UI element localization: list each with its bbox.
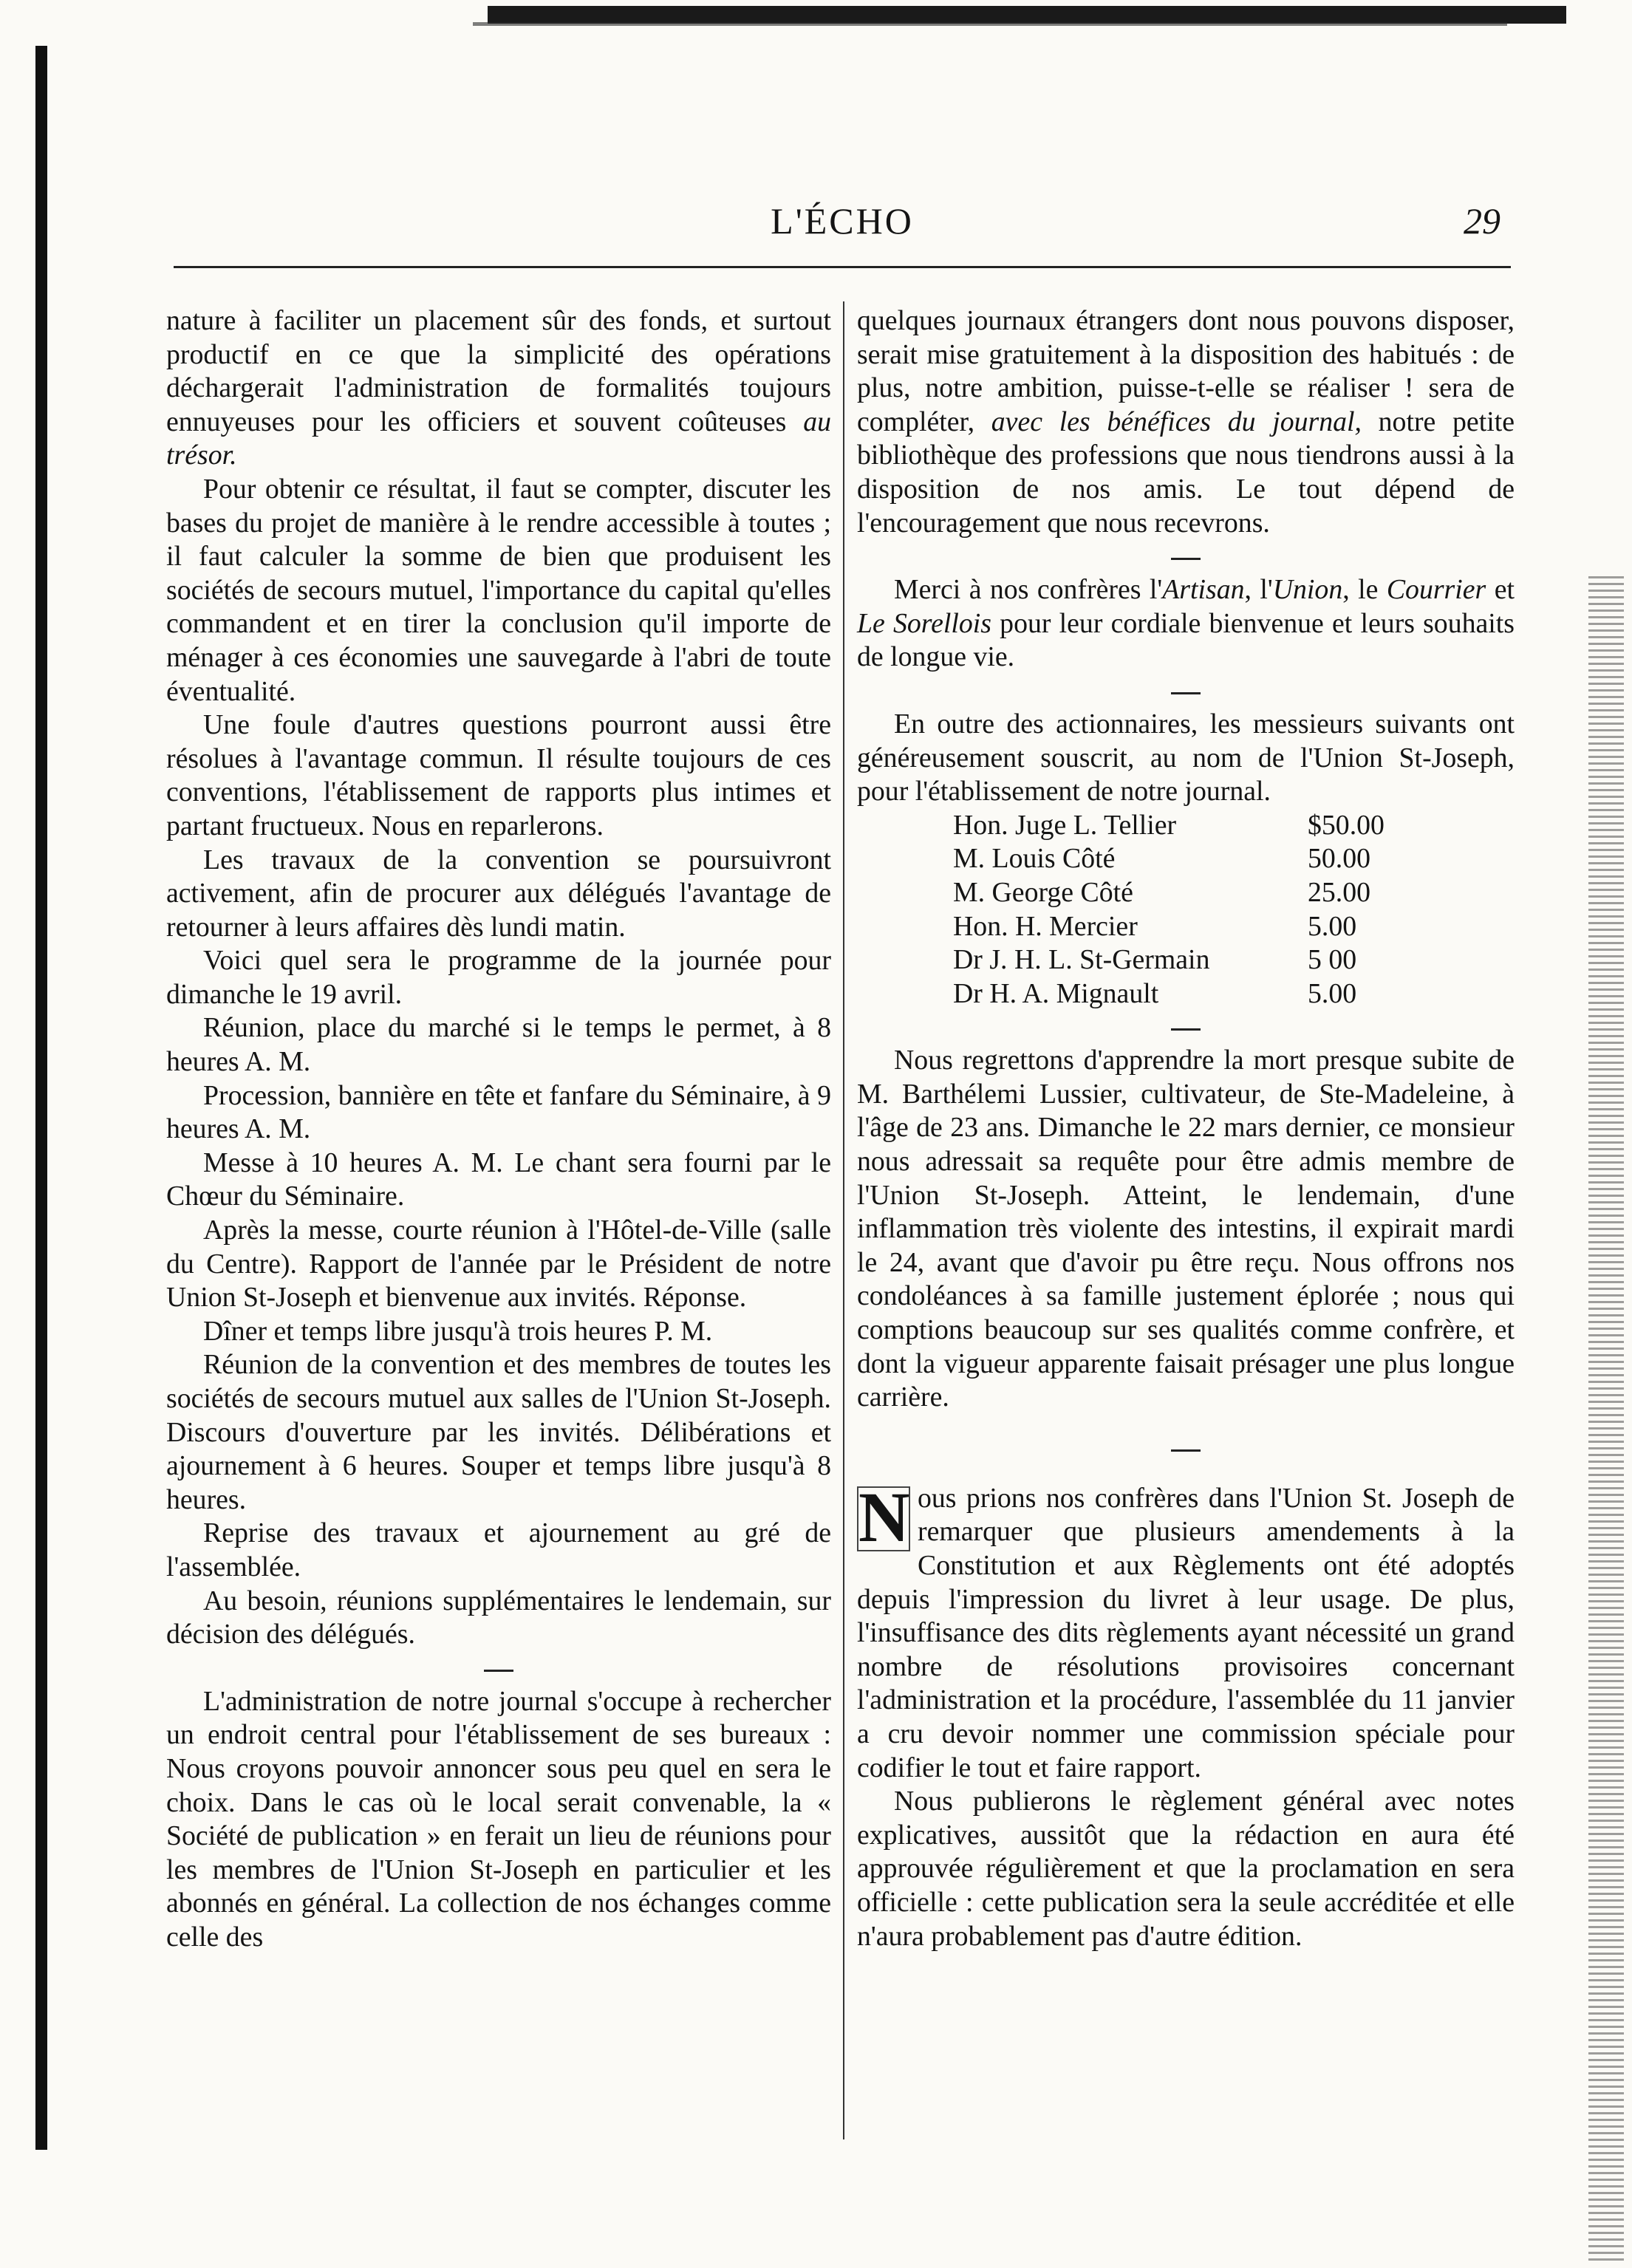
donor-name: M. Louis Côté bbox=[953, 843, 1116, 875]
paragraph: Au besoin, réunions supplémentaires le lendemain, sur décision des délégués. bbox=[166, 1585, 831, 1650]
paragraph-text: quelques journaux étrangers dont nous pouvons disposer, serait mise gratuitement à la disposition des habitués : de plus, notre ambition, puisse-t-elle se réaliser ! sera de compléter, bbox=[857, 305, 1515, 437]
paragraph: Pour obtenir ce résultat, il faut se compter, discuter les bases du projet de manière à le rendre accessible à toutes ; il faut calculer la somme de bien que produisent les sociétés de secours mutuel, l'importance du capital qu'elles commandent et en tirer la conclusion qu'il importe de ménager à ces économies une sauvegarde à l'abri de toute éventualité. bbox=[166, 473, 831, 707]
donor-row bbox=[953, 910, 1433, 944]
donor-amount: 25.00 bbox=[1308, 876, 1371, 908]
paragraph-text: et bbox=[1494, 574, 1515, 606]
column-divider bbox=[843, 301, 844, 2139]
italic-text: au trésor. bbox=[166, 406, 831, 471]
left-column bbox=[166, 304, 831, 1955]
drop-cap: N bbox=[858, 1477, 910, 1557]
donor-list bbox=[953, 809, 1433, 1011]
paragraph: Nous regrettons d'apprendre la mort presque subite de M. Barthélemi Lussier, cultivateur, de Ste-Madeleine, à l'âge de 23 ans. Dimanche le 22 mars dernier, ce monsieur nous adressait sa requête pour être admis membre de l'Union St-Joseph. Atteint, le lendemain, d'une inflammation très violente des intestins, il expirait mardi le 24, avant que d'avoir pu être reçu. Nous offrons nos condoléances à sa famille justement éplorée ; nous qui comptions beaucoup sur ses qualités comme confrère, et dont la vigueur apparente faisait présager une plus longue carrière. bbox=[857, 1045, 1515, 1413]
paragraph: L'administration de notre journal s'occupe à rechercher un endroit central pour l'établissement de ses bureaux : Nous croyons pouvoir annoncer sous peu quel en sera le choix. Dans le cas où le local serait convenable, la « Société de publication » en ferait un lieu de réunions pour les membres de l'Union St-Joseph en particulier et les abonnés en général. La collection de nos échanges comme celle des bbox=[166, 1685, 831, 1953]
paragraph: Nous publierons le règlement général avec notes explicatives, aussitôt que la rédaction en aura été approuvée régulièrement et que la proclamation en sera officielle : cette publication sera la seule accréditée et elle n'aura probablement pas d'autre édition. bbox=[857, 1786, 1515, 1952]
paragraph-text: Merci à nos confrères l' bbox=[894, 574, 1163, 606]
section-separator bbox=[857, 674, 1515, 708]
right-page-edge-noise bbox=[1588, 576, 1624, 2261]
donor-amount: $50.00 bbox=[1308, 809, 1385, 841]
paragraph: Reprise des travaux et ajournement au gré de l'assemblée. bbox=[166, 1517, 831, 1582]
donor-row bbox=[953, 842, 1433, 876]
paragraph-text: nature à faciliter un placement sûr des fonds, et surtout productif en ce que la simplicité des opérations déchargerait l'administration de formalités toujours ennuyeuses pour les officiers et souvent coûteuses bbox=[166, 305, 831, 437]
paragraph-text: , le bbox=[1342, 574, 1379, 606]
top-edge-shadow bbox=[473, 22, 1507, 26]
italic-text: Courrier bbox=[1386, 574, 1486, 606]
donor-name: Dr H. A. Mignault bbox=[953, 977, 1159, 1009]
donor-name: Hon. H. Mercier bbox=[953, 910, 1138, 942]
donor-row bbox=[953, 809, 1433, 843]
paragraph-text: , l' bbox=[1244, 574, 1273, 606]
italic-text: Artisan bbox=[1162, 574, 1245, 606]
donor-row bbox=[953, 876, 1433, 910]
page-number: 29 bbox=[1464, 200, 1500, 242]
donor-amount: 5.00 bbox=[1308, 977, 1357, 1009]
header-rule bbox=[174, 266, 1511, 268]
paragraph: Procession, bannière en tête et fanfare du Séminaire, à 9 heures A. M. bbox=[166, 1079, 831, 1145]
donor-name: Dr J. H. L. St-Germain bbox=[953, 944, 1210, 976]
paragraph: Réunion de la convention et des membres de toutes les sociétés de secours mutuel aux salles de l'Union St-Joseph. Discours d'ouverture par les invités. Délibérations et ajournement à 6 heures. Souper et temps libre jusqu'à 8 heures. bbox=[166, 1349, 831, 1515]
right-column bbox=[857, 304, 1515, 1953]
paragraph-text: pour leur cordiale bienvenue et leurs souhaits de longue vie. bbox=[857, 607, 1515, 673]
donor-row bbox=[953, 943, 1433, 977]
paragraph: Une foule d'autres questions pourront aussi être résolues à l'avantage commun. Il résulte toujours de ces conventions, l'établissement de rapports plus intimes et partant fructueux. Nous en reparlerons. bbox=[166, 709, 831, 841]
donor-amount: 50.00 bbox=[1308, 843, 1371, 875]
page-header bbox=[174, 194, 1511, 260]
left-binding-edge bbox=[35, 46, 47, 2150]
section-separator bbox=[857, 1415, 1515, 1482]
donor-amount: 5.00 bbox=[1308, 910, 1357, 942]
paragraph-text: notre petite bibliothèque des professions que nous tiendrons aussi à la disposition de nos amis. Le tout dépend de l'encouragement que nous recevrons. bbox=[857, 406, 1515, 539]
paragraph: Les travaux de la convention se poursuivront activement, afin de procurer aux délégués l'avantage de retourner à leurs affaires dès lundi matin. bbox=[166, 844, 831, 943]
italic-text: avec les bénéfices du journal, bbox=[991, 406, 1362, 437]
paragraph: Réunion, place du marché si le temps le permet, à 8 heures A. M. bbox=[166, 1012, 831, 1078]
section-separator bbox=[857, 1011, 1515, 1044]
paragraph bbox=[857, 573, 1515, 674]
donor-name: Hon. Juge L. Tellier bbox=[953, 809, 1177, 841]
running-title: L'ÉCHO bbox=[771, 200, 914, 242]
paragraph bbox=[857, 1477, 1515, 1785]
paragraph bbox=[857, 304, 1515, 540]
donor-name: M. George Côté bbox=[953, 876, 1133, 908]
italic-text: Le Sorellois bbox=[857, 607, 991, 639]
paragraph: Messe à 10 heures A. M. Le chant sera fourni par le Chœur du Séminaire. bbox=[166, 1147, 831, 1212]
donor-amount: 5 00 bbox=[1308, 944, 1357, 976]
paragraph: En outre des actionnaires, les messieurs suivants ont généreusement souscrit, au nom de l'Union St-Joseph, pour l'établissement de notre journal. bbox=[857, 708, 1515, 807]
paragraph: Voici quel sera le programme de la journée pour dimanche le 19 avril. bbox=[166, 945, 831, 1010]
paragraph: Dîner et temps libre jusqu'à trois heures P. M. bbox=[203, 1315, 713, 1347]
paragraph bbox=[166, 304, 831, 473]
section-separator bbox=[857, 540, 1515, 573]
top-edge-bar bbox=[488, 6, 1566, 24]
paragraph-text: ous prions nos confrères dans l'Union St. Joseph de remarquer que plusieurs amendements à la Constitution et aux Règlements ont été adoptés depuis l'impression du livret à leur usage. De plus, l'insuffisance des dits règlements ayant nécessité un grand nombre de résolutions provisoires concernant l'administration et la procédure, l'assemblée du 11 janvier a cru devoir nommer une commission spéciale pour codifier le tout et faire rapport. bbox=[857, 1482, 1515, 1783]
donor-row bbox=[953, 977, 1433, 1011]
italic-text: Union bbox=[1272, 574, 1343, 606]
section-separator bbox=[166, 1652, 831, 1685]
paragraph: Après la messe, courte réunion à l'Hôtel-de-Ville (salle du Centre). Rapport de l'année par le Président de notre Union St-Joseph et bienvenue aux invités. Réponse. bbox=[166, 1215, 831, 1314]
